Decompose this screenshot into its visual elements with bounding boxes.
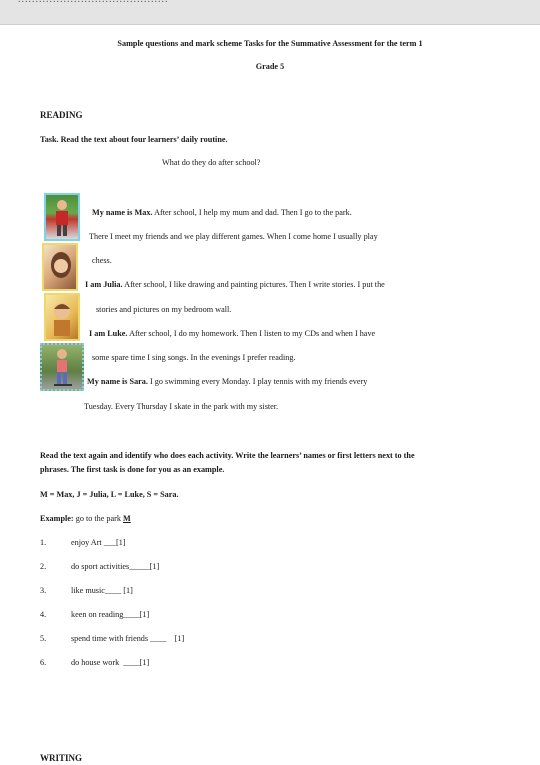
- julia-line-1: [85, 280, 385, 289]
- boy-figure-icon: [46, 195, 78, 239]
- item-number: 4.: [40, 610, 47, 619]
- cropped-header-text: [18, 0, 169, 5]
- instruction-line-1: Read the text again and identify who does each activity. Write the learners’ names or first letters next to the: [40, 451, 415, 460]
- reading-heading: READING: [40, 110, 83, 120]
- example-answer: M: [123, 514, 131, 523]
- document-page: [0, 25, 540, 765]
- max-line-1: [92, 208, 352, 217]
- writing-heading: WRITING: [40, 753, 83, 763]
- sara-text-1: I go swimming every Monday. I play tennis with my friends every: [150, 377, 368, 386]
- item-number: 5.: [40, 634, 47, 643]
- item-text: enjoy Art ___[1]: [71, 538, 126, 547]
- item-text: keen on reading____[1]: [71, 610, 150, 619]
- item-number: 2.: [40, 562, 47, 571]
- luke-line-1: [89, 329, 375, 338]
- max-text-1: After school, I help my mum and dad. Then I go to the park.: [154, 208, 352, 217]
- task-line: Task. Read the text about four learners’ daily routine.: [40, 135, 228, 144]
- girl-face-icon: [44, 245, 76, 289]
- julia-name: I am Julia.: [85, 280, 123, 289]
- max-line-3: chess.: [92, 256, 112, 265]
- julia-photo: [42, 243, 78, 291]
- sara-name: My name is Sara.: [87, 377, 148, 386]
- max-photo: [44, 193, 80, 241]
- item-number: 3.: [40, 586, 47, 595]
- example-text: go to the park: [75, 514, 121, 523]
- name-key: M = Max, J = Julia, L = Luke, S = Sara.: [40, 490, 179, 499]
- grade-label: Grade 5: [255, 62, 285, 71]
- item-text: do house work ____[1]: [71, 658, 150, 667]
- boy-face-icon: [46, 295, 78, 339]
- item-number: 1.: [40, 538, 47, 547]
- max-line-2: There I meet my friends and we play different games. When I come home I usually play: [89, 232, 378, 241]
- max-name: My name is Max.: [92, 208, 153, 217]
- question-line: What do they do after school?: [162, 158, 261, 167]
- sara-line-1: [87, 377, 367, 386]
- luke-line-2: some spare time I sing songs. In the evenings I prefer reading.: [92, 353, 296, 362]
- julia-line-2: stories and pictures on my bedroom wall.: [96, 305, 232, 314]
- document-title: Sample questions and mark scheme Tasks for the Summative Assessment for the term 1: [117, 39, 423, 48]
- skater-girl-icon: [42, 345, 82, 389]
- luke-text-1: After school, I do my homework. Then I listen to my CDs and when I have: [129, 329, 376, 338]
- example-label: Example:: [40, 514, 74, 523]
- sara-line-2: Tuesday. Every Thursday I skate in the park with my sister.: [84, 402, 279, 411]
- item-text: spend time with friends ____ [1]: [71, 634, 185, 643]
- instruction-line-2: phrases. The first task is done for you as an example.: [40, 465, 225, 474]
- item-number: 6.: [40, 658, 47, 667]
- browser-top-strip: [0, 0, 540, 25]
- example-line: [40, 514, 131, 523]
- luke-name: I am Luke.: [89, 329, 128, 338]
- julia-text-1: After school, I like drawing and painting pictures. Then I write stories. I put the: [124, 280, 385, 289]
- sara-photo: [40, 343, 84, 391]
- luke-photo: [44, 293, 80, 341]
- item-text: do sport activities_____[1]: [71, 562, 160, 571]
- item-text: like music____ [1]: [71, 586, 133, 595]
